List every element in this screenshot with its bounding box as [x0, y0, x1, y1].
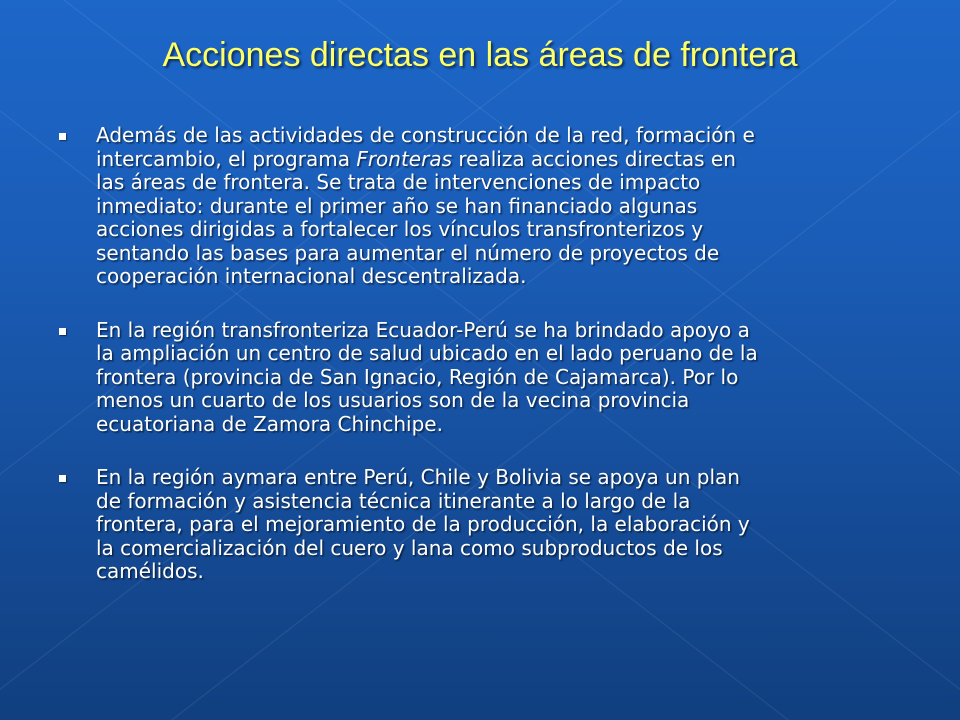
bullet-list [54, 124, 904, 614]
bullet-item-3 [54, 466, 904, 584]
program-name-italic: Fronteras [356, 146, 452, 171]
bullet-line: menos un cuarto de los usuarios son de la vecina provincia [96, 388, 690, 412]
bullet-line [96, 148, 904, 172]
square-bullet-icon [59, 328, 66, 335]
bullet-line: ecuatoriana de Zamora Chinchipe. [96, 411, 443, 436]
bullet-line: la comercialización del cuero y lana como subproductos de los [96, 535, 723, 560]
bullet-line: de formación y asistencia técnica itinerante a lo largo de la [96, 488, 691, 513]
bullet-line: En la región aymara entre Perú, Chile y Bolivia se apoya un plan [96, 465, 740, 489]
square-bullet-icon [59, 475, 66, 482]
bullet-line: las áreas de frontera. Se trata de intervenciones de impacto [96, 170, 701, 194]
slide-title: Acciones directas en las áreas de frontera [162, 36, 798, 74]
bullet-line: inmediato: durante el primer año se han financiado algunas [96, 193, 698, 218]
bullet-line: la ampliación un centro de salud ubicado en el lado peruano de la [96, 341, 758, 365]
bullet-line: sentando las bases para aumentar el número de proyectos de [96, 240, 720, 265]
bullet-item-1 [54, 124, 904, 289]
bullet-line: Además de las actividades de construcción de la red, formación e [96, 123, 755, 147]
bullet-line: frontera (provincia de San Ignacio, Región de Cajamarca). Por lo [96, 364, 739, 389]
bullet-line: camélidos. [96, 559, 204, 583]
bullet-item-2 [54, 319, 904, 437]
square-bullet-icon [59, 133, 66, 140]
bullet-line: cooperación internacional descentralizada. [96, 264, 527, 288]
bullet-text-segment: realiza acciones directas en [452, 146, 736, 171]
bullet-line: frontera, para el mejoramiento de la producción, la elaboración y [96, 512, 750, 536]
bullet-text-segment: intercambio, el programa [96, 146, 357, 171]
bullet-line: En la región transfronteriza Ecuador-Perú se ha brindado apoyo a [96, 317, 750, 342]
bullet-line: acciones dirigidas a fortalecer los vínculos transfronterizos y [96, 217, 704, 241]
